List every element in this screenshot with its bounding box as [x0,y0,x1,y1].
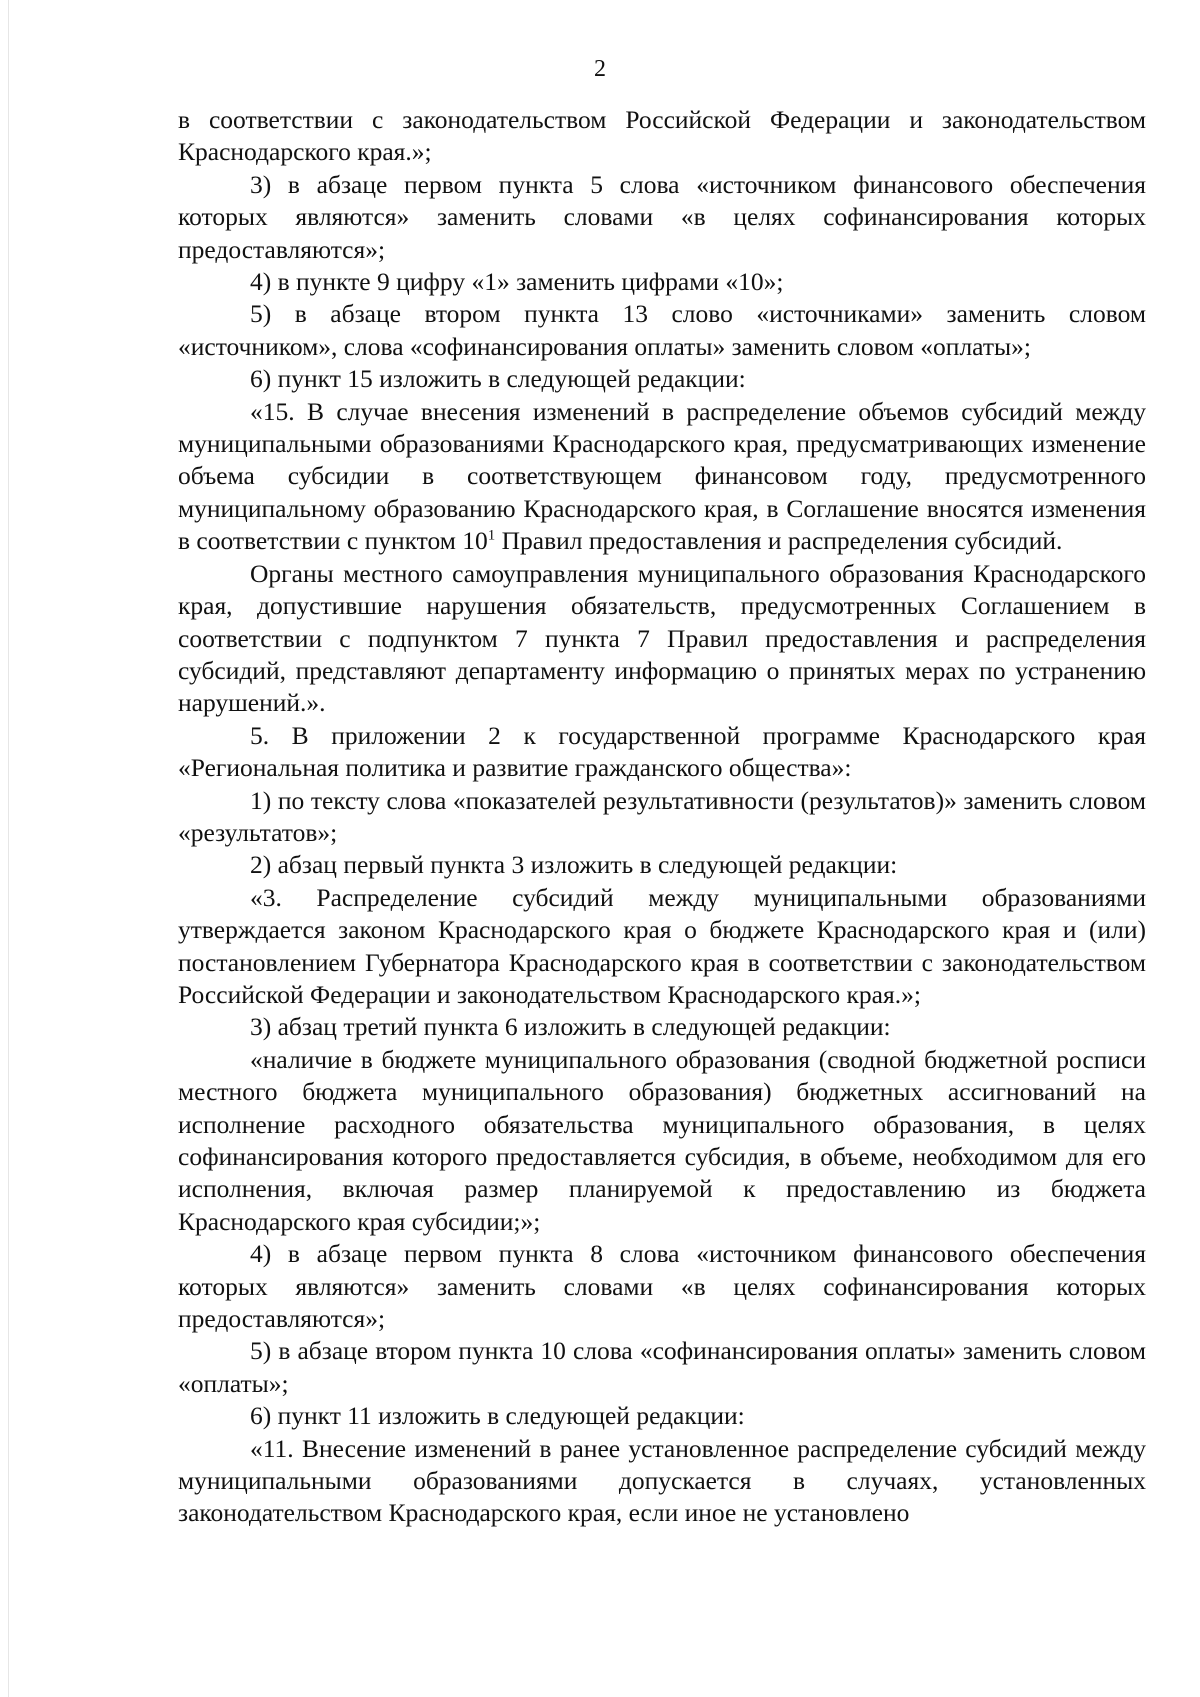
paragraph-s5-budget-clause: «наличие в бюджете муниципального образования (сводной бюджетной росписи местного бюджета муниципального образования) бюджетных ассигнований на исполнение расходного обязательства муниципального образования, в целях софинансирования которого предоставляется субсидия, в объеме, необходимом для его исполнения, включая размер планируемой к предоставлению из бюджета Краснодарского края субсидии;»; [178,1044,1146,1236]
paragraph-item-4: 4) в пункте 9 цифру «1» заменить цифрами «10»; [250,267,784,297]
paragraph-s5-item-5: 5) в абзаце втором пункта 10 слова «софинансирования оплаты» заменить словом «оплаты»; [178,1336,1146,1398]
paragraph-s5-item-1: 1) по тексту слова «показателей результативности (результатов)» заменить словом «результатов»; [178,785,1146,847]
clause-15-superscript: 1 [487,527,496,544]
paragraph-continuation: в соответствии с законодательством Российской Федерации и законодательством Краснодарского края.»; [178,105,1146,167]
paragraph-s5-clause-3: «3. Распределение субсидий между муниципальными образованиями утверждается законом Краснодарского края о бюджете Краснодарского края и (или) постановлением Губернатора Краснодарского края в соответствии с законодательством Российской Федерации и законодательством Краснодарского края.»; [178,882,1146,1009]
paragraph-s5-item-6: 6) пункт 11 изложить в следующей редакции: [250,1401,745,1431]
clause-15-text: «15. В случае внесения изменений в распределение объемов субсидий между муниципальными образованиями Краснодарского края, предусматривающих изменение объема субсидии в соответствующем финансовом году, предусмотренного муниципальному образованию Краснодарского края, в Соглашение вносятся изменения в соответствии с пунктом 10 [178,396,1146,556]
paragraph-local-authorities: Органы местного самоуправления муниципального образования Краснодарского края, допустившие нарушения обязательств, предусмотренных Соглашением в соответствии с подпунктом 7 пункта 7 Правил предоставления и распределения субсидий, представляют департаменту информацию о принятых мерах по устранению нарушений.». [178,558,1146,718]
paragraph-section-5: 5. В приложении 2 к государственной программе Краснодарского края «Региональная политика и развитие гражданского общества»: [178,720,1146,783]
page-number: 2 [594,56,606,82]
paragraph-s5-item-2: 2) абзац первый пункта 3 изложить в следующей редакции: [250,850,898,880]
paragraph-item-6: 6) пункт 15 изложить в следующей редакции: [250,364,746,394]
scan-edge-line [8,0,9,1697]
clause-15-text-end: Правил предоставления и распределения субсидий. [495,526,1063,556]
paragraph-s5-clause-11: «11. Внесение изменений в ранее установленное распределение субсидий между муниципальными образованиями допускается в случаях, установленных законодательством Краснодарского края, если иное не установлено [178,1433,1146,1528]
paragraph-s5-item-3: 3) абзац третий пункта 6 изложить в следующей редакции: [250,1012,891,1042]
paragraph-item-3: 3) в абзаце первом пункта 5 слова «источником финансового обеспечения которых являются» заменить словами «в целях софинансирования которых предоставляются»; [178,169,1146,264]
paragraph-item-5: 5) в абзаце втором пункта 13 слово «источниками» заменить словом «источником», слова «софинансирования оплаты» заменить словом «оплаты»; [178,299,1146,361]
document-body [178,104,1146,1530]
paragraph-s5-item-4: 4) в абзаце первом пункта 8 слова «источником финансового обеспечения которых являются» заменить словами «в целях софинансирования которых предоставляются»; [178,1239,1146,1334]
paragraph-clause-15 [178,396,1146,558]
